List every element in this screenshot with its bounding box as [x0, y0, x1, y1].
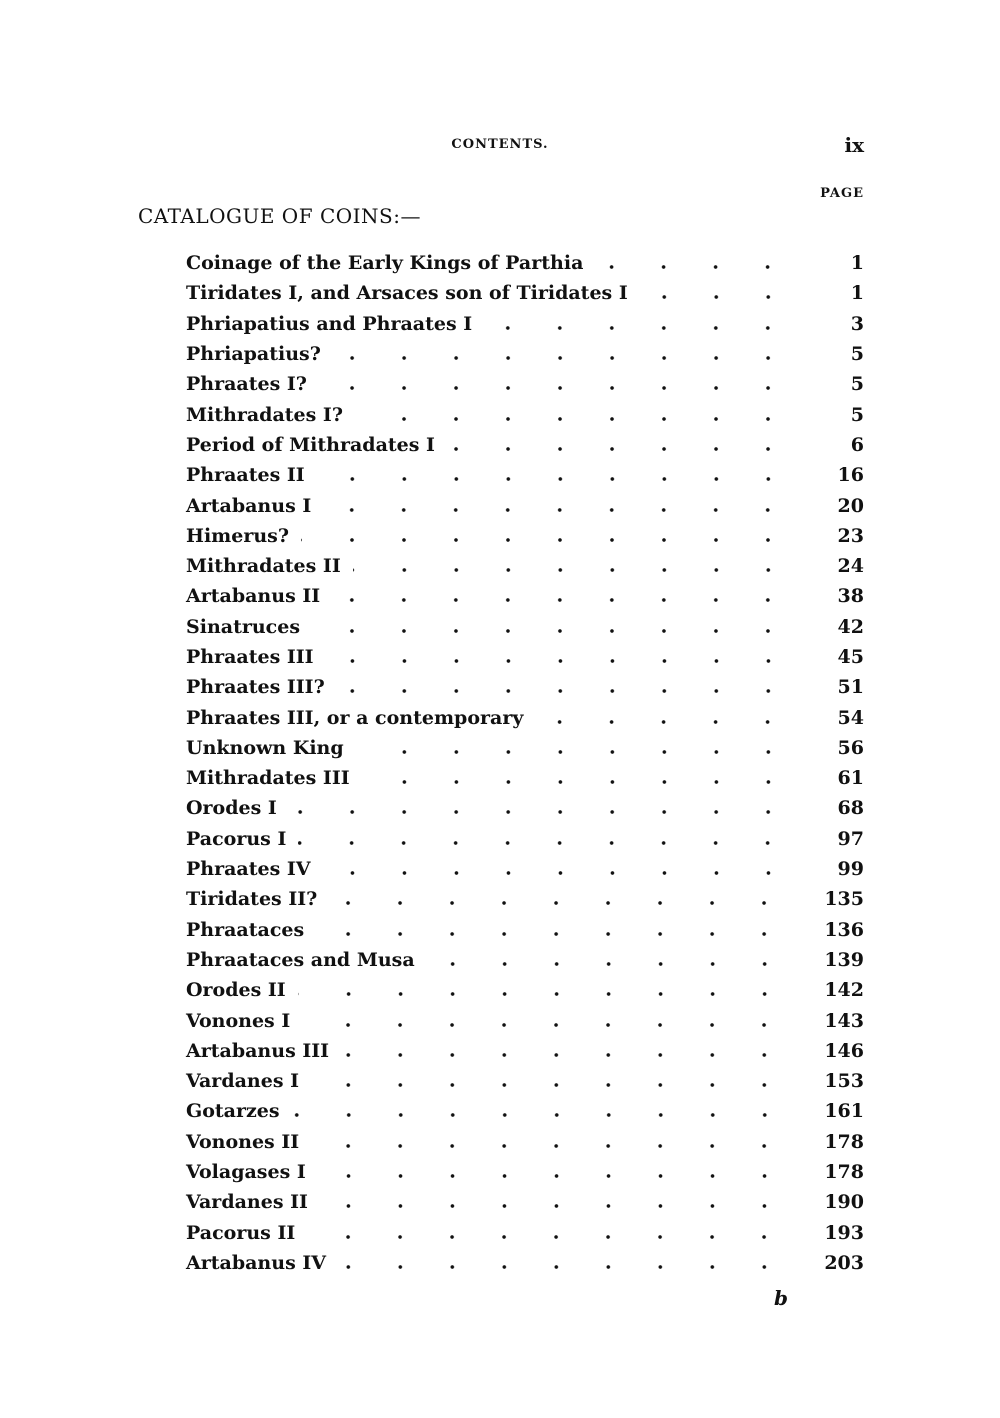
- toc-entry-page: 203: [824, 1251, 864, 1274]
- toc-entry-title: Coinage of the Early Kings of Parthia: [186, 252, 584, 275]
- dot-leader: [312, 629, 794, 633]
- toc-entry-page: 153: [824, 1070, 864, 1093]
- dot-leader: [298, 992, 791, 996]
- toc-entry-title: Pacorus I: [186, 827, 287, 850]
- toc-entry-title: Himerus?: [186, 524, 290, 547]
- toc-entry: [186, 1157, 864, 1187]
- toc-entry-page: 5: [850, 343, 864, 366]
- toc-entry-page: 16: [837, 464, 864, 487]
- section-heading: CATALOGUE OF COINS:—: [138, 204, 421, 228]
- running-head: [0, 133, 1000, 157]
- toc-entry-page: 3: [850, 312, 864, 335]
- toc-entry-title: Phraataces and Musa: [186, 948, 415, 971]
- toc-entry-page: 139: [824, 948, 864, 971]
- running-title: CONTENTS.: [451, 137, 549, 152]
- toc-entry: [186, 733, 864, 763]
- dot-leader: [329, 901, 790, 905]
- toc-entry-page: 56: [837, 736, 864, 759]
- dot-leader: [298, 841, 794, 845]
- toc-entry-title: Artabanus IV: [186, 1251, 327, 1274]
- toc-entry-page: 1: [850, 252, 864, 275]
- toc-entry: [186, 854, 864, 884]
- toc-entry: [186, 430, 864, 460]
- dot-leader: [341, 1053, 790, 1057]
- toc-entry-page: 142: [824, 979, 864, 1002]
- toc-entry-title: Vardanes II: [186, 1191, 308, 1214]
- toc-entry: [186, 1218, 864, 1248]
- dot-leader: [301, 538, 794, 542]
- toc-entry-title: Tiridates II?: [186, 888, 318, 911]
- toc-entry-page: 20: [837, 494, 864, 517]
- dot-leader: [292, 1113, 791, 1117]
- toc-entry-title: Orodes II: [186, 979, 286, 1002]
- toc-entry: [186, 490, 864, 520]
- toc-entry-title: Sinatruces: [186, 615, 301, 638]
- toc-entry-title: Artabanus III: [186, 1039, 330, 1062]
- dot-leader: [356, 750, 794, 754]
- toc-entry-title: Period of Mithradates I: [186, 433, 435, 456]
- dot-leader: [326, 659, 794, 663]
- toc-entry: [186, 521, 864, 551]
- dot-leader: [595, 265, 794, 269]
- toc-entry-title: Pacorus II: [186, 1221, 296, 1244]
- dot-leader: [323, 508, 794, 512]
- toc-entry: [186, 763, 864, 793]
- toc-entry-page: 161: [824, 1100, 864, 1123]
- toc-entry: [186, 339, 864, 369]
- toc-entry-title: Vonones II: [186, 1130, 300, 1153]
- toc-entry-title: Phraates II: [186, 464, 305, 487]
- toc-entry-page: 190: [824, 1191, 864, 1214]
- toc-entry-page: 178: [824, 1161, 864, 1184]
- dot-leader: [318, 1174, 791, 1178]
- dot-leader: [311, 1144, 790, 1148]
- toc-entry-page: 61: [837, 767, 864, 790]
- dot-leader: [319, 386, 794, 390]
- toc-entry: [186, 581, 864, 611]
- toc-entry: [186, 612, 864, 642]
- toc-entry: [186, 278, 864, 308]
- toc-entry-page: 135: [824, 888, 864, 911]
- dot-leader: [289, 810, 794, 814]
- toc-entry: [186, 1096, 864, 1126]
- toc-entry-title: Orodes I: [186, 797, 277, 820]
- toc-entry: [186, 369, 864, 399]
- toc-entry-page: 23: [837, 524, 864, 547]
- toc-entry: [186, 460, 864, 490]
- toc-entry-page: 136: [824, 918, 864, 941]
- toc-entry-title: Phraates III?: [186, 676, 325, 699]
- toc-entry: [186, 672, 864, 702]
- toc-entry-title: Mithradates II: [186, 555, 341, 578]
- dot-leader: [302, 1023, 790, 1027]
- dot-leader: [640, 295, 794, 299]
- dot-leader: [337, 689, 794, 693]
- toc-entry-page: 6: [850, 433, 864, 456]
- dot-leader: [355, 417, 794, 421]
- toc-entry-title: Gotarzes: [186, 1100, 280, 1123]
- page-number: ix: [844, 133, 864, 157]
- page-column-label: PAGE: [820, 186, 864, 201]
- toc-entry-page: 5: [850, 403, 864, 426]
- dot-leader: [311, 1083, 790, 1087]
- toc-entry-title: Phraates III: [186, 646, 314, 668]
- toc-entry-page: 68: [837, 797, 864, 820]
- dot-leader: [427, 962, 791, 966]
- toc-entry: [186, 642, 864, 672]
- toc-entry: [186, 793, 864, 823]
- toc-entry-page: 51: [837, 676, 864, 699]
- toc-entry: [186, 1127, 864, 1157]
- toc-entry-title: Unknown King: [186, 736, 344, 759]
- toc-entry-title: Phraates III, or a contemporary: [186, 706, 524, 729]
- toc-entry-title: Mithradates III: [186, 767, 350, 790]
- toc-entry-page: 146: [824, 1039, 864, 1062]
- toc-entry: [186, 702, 864, 732]
- toc-entry: [186, 1248, 864, 1278]
- toc-entry: [186, 945, 864, 975]
- toc-entry-title: Vardanes I: [186, 1070, 300, 1093]
- dot-leader: [307, 1235, 790, 1239]
- dot-leader: [323, 871, 794, 875]
- toc-entry-page: 193: [824, 1221, 864, 1244]
- toc-entry-title: Phraataces: [186, 918, 305, 941]
- toc-entry: [186, 1005, 864, 1035]
- dot-leader: [338, 1265, 790, 1269]
- toc-entry: [186, 1036, 864, 1066]
- toc-entry: [186, 824, 864, 854]
- dot-leader: [362, 780, 794, 784]
- toc-entry-title: Volagases I: [186, 1161, 306, 1184]
- toc-entry-page: 97: [837, 827, 864, 850]
- toc-entry-page: 99: [837, 858, 864, 881]
- toc-entry-title: Phraates IV: [186, 858, 311, 881]
- toc-entry-page: 42: [837, 615, 864, 638]
- toc-entry-title: Mithradates I?: [186, 403, 343, 426]
- toc-entry-page: 1: [850, 282, 864, 305]
- table-of-contents: [186, 248, 864, 1278]
- toc-entry-title: Phraates I?: [186, 373, 307, 396]
- toc-entry-title: Tiridates I, and Arsaces son of Tiridates I: [186, 282, 628, 305]
- dot-leader: [317, 477, 794, 481]
- toc-entry-title: Vonones I: [186, 1009, 291, 1032]
- toc-entry: [186, 915, 864, 945]
- toc-entry-page: 5: [850, 373, 864, 396]
- dot-leader: [535, 720, 794, 724]
- toc-entry-title: Phriapatius and Phraates I: [186, 312, 473, 335]
- toc-entry-page: 178: [824, 1130, 864, 1153]
- toc-entry-page: 24: [837, 555, 864, 578]
- dot-leader: [333, 356, 794, 360]
- dot-leader: [332, 598, 794, 602]
- toc-entry: [186, 1066, 864, 1096]
- toc-entry: [186, 551, 864, 581]
- toc-entry-page: 38: [837, 585, 864, 608]
- toc-entry: [186, 309, 864, 339]
- dot-leader: [447, 447, 794, 451]
- toc-entry-page: 143: [824, 1009, 864, 1032]
- toc-entry: [186, 884, 864, 914]
- toc-entry-title: Artabanus II: [186, 585, 321, 608]
- toc-entry-title: Phriapatius?: [186, 343, 321, 366]
- toc-entry: [186, 975, 864, 1005]
- signature-mark: b: [774, 1286, 788, 1310]
- toc-entry: [186, 248, 864, 278]
- toc-entry-page: 45: [837, 646, 864, 668]
- toc-entry-title: Artabanus I: [186, 494, 312, 517]
- toc-entry-page: 54: [837, 706, 864, 729]
- dot-leader: [320, 1204, 790, 1208]
- dot-leader: [316, 932, 790, 936]
- toc-entry: [186, 1187, 864, 1217]
- toc-entry: [186, 399, 864, 429]
- dot-leader: [484, 326, 794, 330]
- dot-leader: [353, 568, 794, 572]
